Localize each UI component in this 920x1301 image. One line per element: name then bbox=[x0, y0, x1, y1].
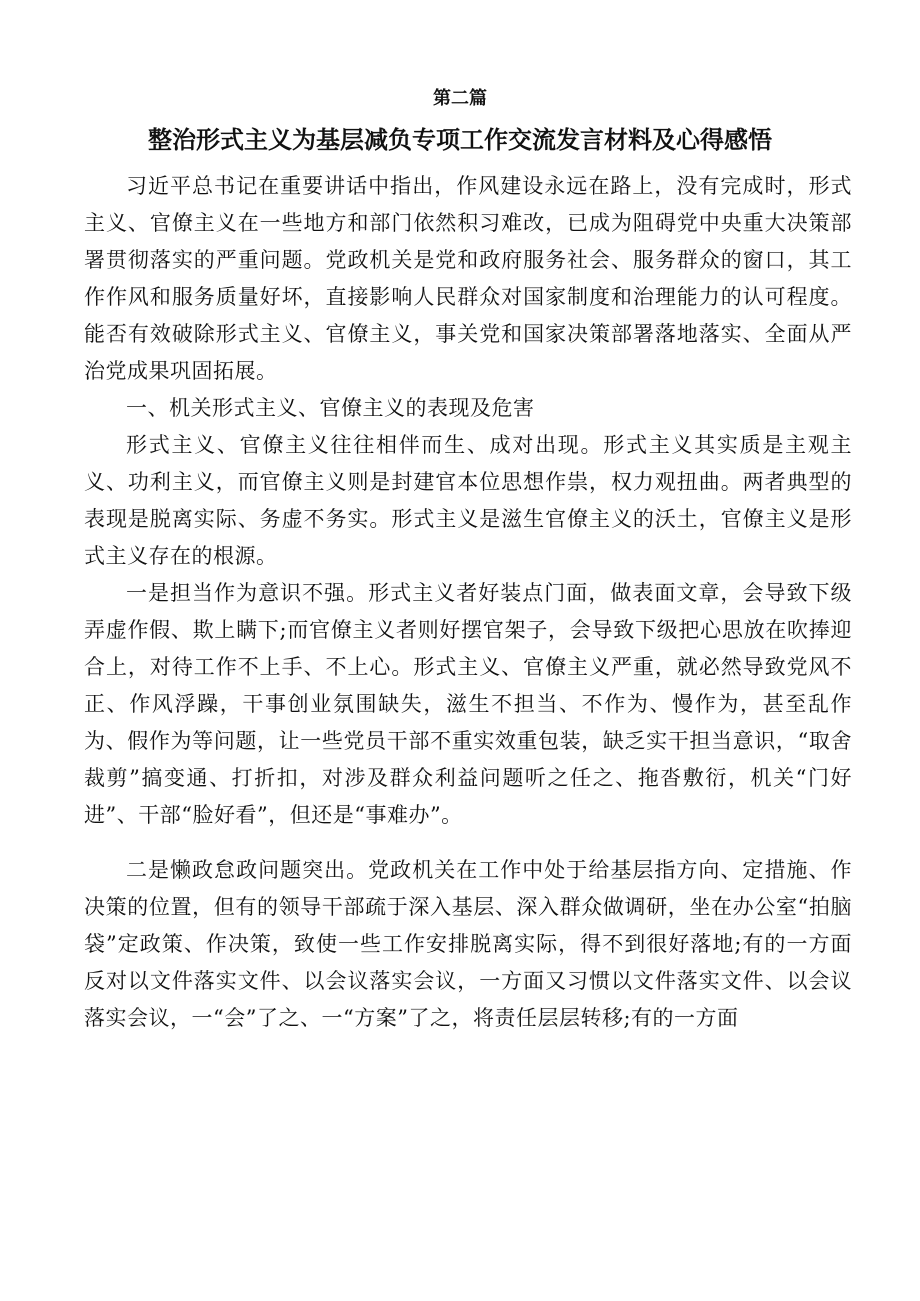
document-title: 整治形式主义为基层减负专项工作交流发言材料及心得感悟 bbox=[148, 126, 772, 154]
document-body bbox=[84, 168, 852, 1037]
paragraph-definition: 形式主义、官僚主义往往相伴而生、成对出现。形式主义其实质是主观主义、功利主义，而官僚主义则是封建官本位思想作祟，权力观扭曲。两者典型的表现是脱离实际、务虚不务实。形式主义是滋生官僚主义的沃土，官僚主义是形式主义存在的根源。 bbox=[84, 433, 852, 568]
section-heading-1: 一、机关形式主义、官僚主义的表现及危害 bbox=[126, 396, 535, 420]
paragraph-point-1: 一是担当作为意识不强。形式主义者好装点门面，做表面文章，会导致下级弄虚作假、欺上瞒下;而官僚主义者则好摆官架子，会导致下级把心思放在吹捧迎合上，对待工作不上手、不上心。形式主义、官僚主义严重，就必然导致党风不正、作风浮躁，干事创业氛围缺失，滋生不担当、不作为、慢作为，甚至乱作为、假作为等问题，让一些党员干部不重实效重包装，缺乏实干担当意识，“取舍裁剪”搞变通、打折扣，对涉及群众利益问题听之任之、拖沓敷衍，机关“门好进”、干部“脸好看”，但还是“事难办”。 bbox=[84, 581, 852, 827]
paragraph-intro: 习近平总书记在重要讲话中指出，作风建设永远在路上，没有完成时，形式主义、官僚主义在一些地方和部门依然积习难改，已成为阻碍党中央重大决策部署贯彻落实的严重问题。党政机关是党和政府服务社会、服务群众的窗口，其工作作风和服务质量好坏，直接影响人民群众对国家制度和治理能力的认可程度。能否有效破除形式主义、官僚主义，事关党和国家决策部署落地落实、全面从严治党成果巩固拓展。 bbox=[84, 174, 852, 383]
part-label: 第二篇 bbox=[433, 88, 487, 109]
paragraph-point-2: 二是懒政怠政问题突出。党政机关在工作中处于给基层指方向、定措施、作决策的位置，但有的领导干部疏于深入基层、深入群众做调研，坐在办公室“拍脑袋”定政策、作决策，致使一些工作安排脱离实际，得不到很好落地;有的一方面反对以文件落实文件、以会议落实会议，一方面又习惯以文件落实文件、以会议落实会议，一“会”了之、一“方案”了之，将责任层层转移;有的一方面 bbox=[84, 858, 852, 1030]
